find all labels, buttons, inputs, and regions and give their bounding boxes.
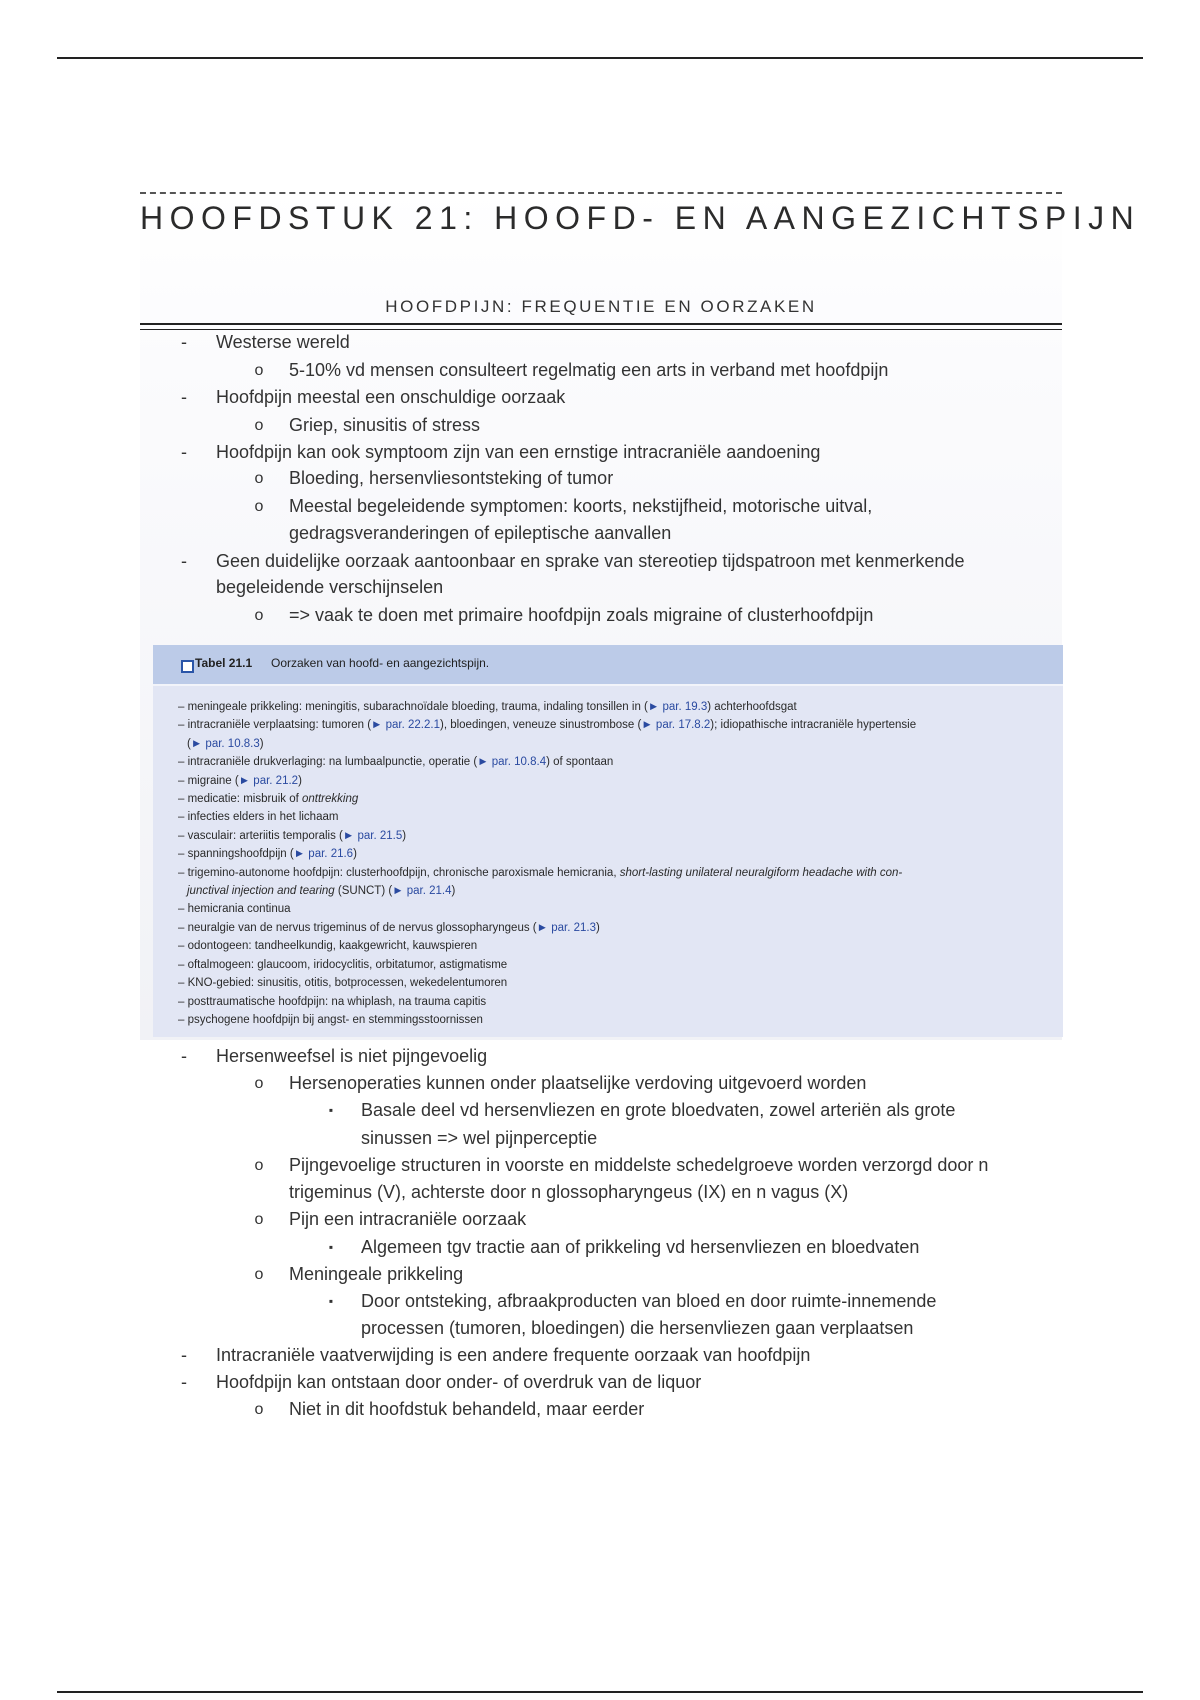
table-row: – posttraumatische hoofdpijn: na whiplash, na trauma capitis <box>178 995 487 1008</box>
table-row: – oftalmogeen: glaucoom, iridocyclitis, orbitatumor, astigmatisme <box>178 958 508 971</box>
table-row: – trigemino-autonome hoofdpijn: clusterhoofdpijn, chronische paroxismale hemicrania, short-lasting unilateral neuralgiform headache with con- <box>178 866 903 879</box>
table-row: – odontogeen: tandheelkundig, kaakgewricht, kauwspieren <box>178 940 478 953</box>
table-row: – intracraniële drukverlaging: na lumbaalpunctie, operatie (► par. 10.8.4) of spontaan <box>178 756 614 769</box>
paragraph-reference: ► par. 17.8.2 <box>641 719 711 732</box>
table-row: – vasculair: arteriitis temporalis (► par. 21.5) <box>178 829 407 842</box>
table-tag-icon <box>181 660 194 673</box>
table-caption: Oorzaken van hoofd- en aangezichtspijn. <box>271 656 490 670</box>
table-header <box>153 645 1063 686</box>
paragraph-reference: ► par. 21.6 <box>293 848 354 861</box>
table-row: junctival injection and tearing (SUNCT) (► par. 21.4) <box>187 885 456 898</box>
paragraph-reference: ► par. 21.2 <box>238 774 299 787</box>
table-row: – migraine (► par. 21.2) <box>178 774 302 787</box>
table-row: – medicatie: misbruik of onttrekking <box>178 793 359 806</box>
table-row: – infecties elders in het lichaam <box>178 811 339 824</box>
causes-table <box>153 645 1063 1037</box>
dashed-divider <box>140 192 1062 194</box>
table-row: (► par. 10.8.3) <box>187 737 264 750</box>
table-row: – hemicrania continua <box>178 903 291 916</box>
table-row: – intracraniële verplaatsing: tumoren (► par. 22.2.1), bloedingen, veneuze sinustrombose (► par. 17.8.2); idiopathische intracraniële hypertensie <box>178 719 917 732</box>
paragraph-reference: ► par. 19.3 <box>647 701 708 713</box>
paragraph-reference: ► par. 10.8.4 <box>477 756 547 769</box>
paragraph-reference: ► par. 21.4 <box>392 885 452 898</box>
chapter-title: HOOFDSTUK 21: HOOFD- EN AANGEZICHTSPIJN <box>140 200 1141 236</box>
table-row: – KNO-gebied: sinusitis, otitis, botprocessen, wekedelentumoren <box>178 977 508 990</box>
paragraph-reference: ► par. 22.2.1 <box>371 719 440 732</box>
table-row: – spanningshoofdpijn (► par. 21.6) <box>178 848 357 861</box>
paragraph-reference: ► par. 21.5 <box>342 829 403 842</box>
table-body <box>178 698 1048 1029</box>
table-row: – psychogene hoofdpijn bij angst- en stemmingsstoornissen <box>178 1013 483 1026</box>
page-top-rule <box>57 57 1143 59</box>
table-row: – meningeale prikkeling: meningitis, subarachnoïdale bloeding, trauma, indaling tonsillen in (► par. 19.3) achterhoofdsgat <box>178 701 797 713</box>
table-label: Tabel 21.1 <box>195 656 253 670</box>
section-title: HOOFDPIJN: FREQUENTIE EN OORZAKEN <box>385 297 817 316</box>
page-bottom-rule <box>57 1691 1143 1693</box>
paragraph-reference: ► par. 21.3 <box>536 921 596 934</box>
table-row: – neuralgie van de nervus trigeminus of de nervus glossopharyngeus (► par. 21.3) <box>178 921 600 934</box>
paragraph-reference: ► par. 10.8.3 <box>190 737 260 750</box>
